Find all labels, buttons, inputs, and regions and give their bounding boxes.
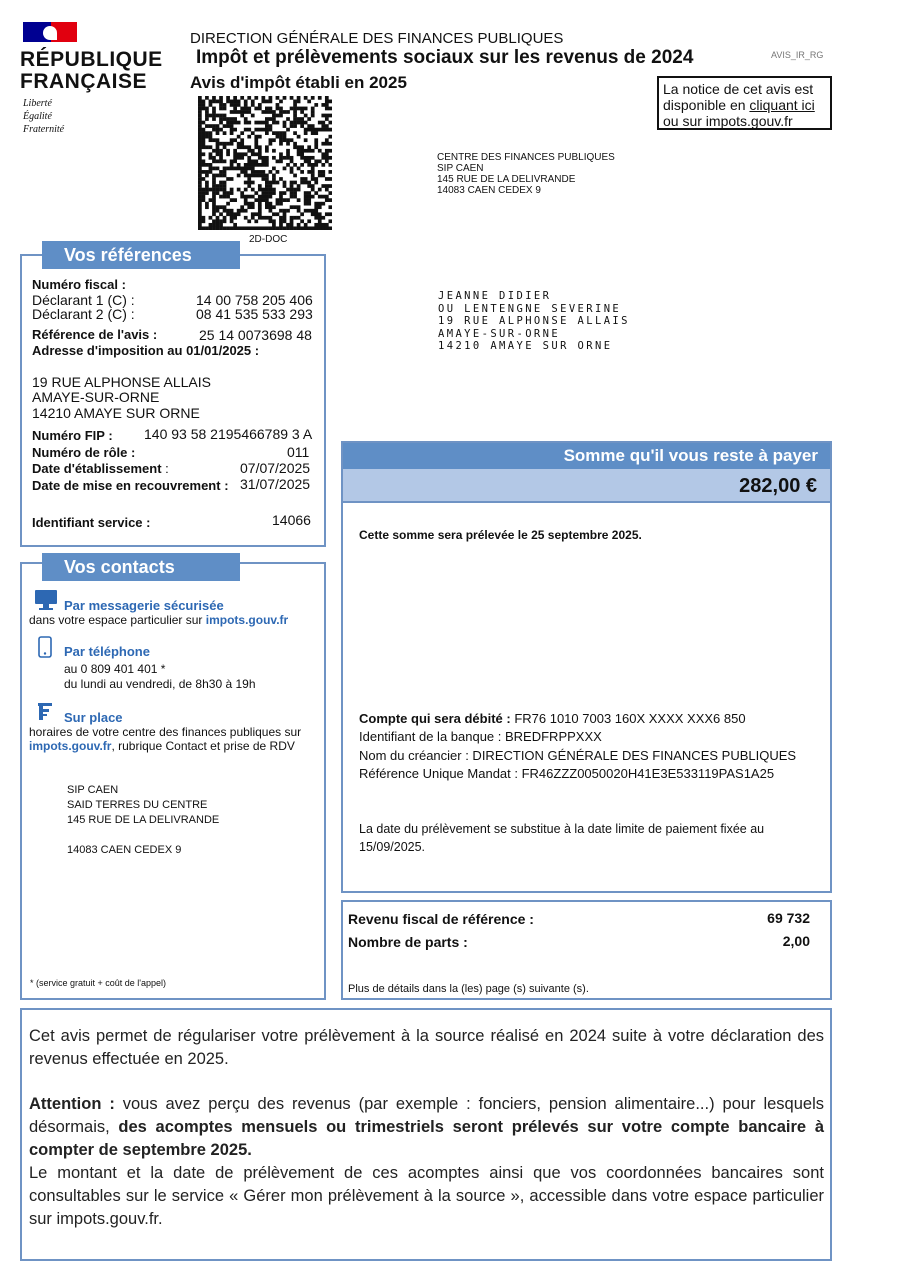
recipient-line: JEANNE DIDIER xyxy=(438,290,552,302)
notice-line1: La notice de cet avis est xyxy=(663,81,814,97)
prelevement-text: Cette somme sera prélevée le 25 septembre 2025. xyxy=(359,528,642,542)
payment-amount: 282,00 € xyxy=(739,475,817,497)
telephone-hours: du lundi au vendredi, de 8h30 à 19h xyxy=(64,677,256,691)
telephone-title: Par téléphone xyxy=(64,644,150,659)
republique-logo xyxy=(20,20,163,138)
payment-title: Somme qu'il vous reste à payer xyxy=(563,446,818,465)
computer-icon xyxy=(33,589,59,611)
notice-line3: ou sur impots.gouv.fr xyxy=(663,113,793,129)
adresse-label: Adresse d'imposition au 01/01/2025 : xyxy=(32,343,260,358)
notice-link[interactable]: cliquant ici xyxy=(749,97,815,113)
sender-line: 14083 CAEN CEDEX 9 xyxy=(437,185,541,196)
page-subtitle: Avis d'impôt établi en 2025 xyxy=(190,73,407,92)
sip-line: SAID TERRES DU CENTRE xyxy=(67,799,208,811)
place-link[interactable]: impots.gouv.fr xyxy=(29,739,112,753)
contacts-footnote: * (service gratuit + coût de l'appel) xyxy=(30,978,167,988)
phone-icon xyxy=(38,636,52,658)
role-value: 011 xyxy=(287,444,310,460)
adresse-line: 14210 AMAYE SUR ORNE xyxy=(32,405,200,421)
recipient-line: OU LENTENGNE SEVERINE xyxy=(438,302,622,315)
adresse-line: 19 RUE ALPHONSE ALLAIS xyxy=(32,374,211,390)
payment-divider xyxy=(343,501,830,503)
logo-motto2: Égalité xyxy=(23,111,52,122)
doc-code: AVIS_IR_RG xyxy=(771,50,824,60)
ref-avis-label: Référence de l'avis : xyxy=(32,327,158,342)
numero-fiscal-label: Numéro fiscal : xyxy=(32,277,126,292)
etablissement-label: Date d'établissement : xyxy=(32,461,169,476)
place-line1: horaires de votre centre des finances publiques sur xyxy=(29,725,302,739)
note-line2: 15/09/2025. xyxy=(359,840,426,854)
declarant1-value: 14 00 758 205 406 xyxy=(196,292,313,308)
place-line2: impots.gouv.fr, rubrique Contact et prise de RDV xyxy=(29,739,295,753)
logo-motto1: Liberté xyxy=(23,98,52,109)
sip-line xyxy=(67,828,219,843)
logo-line1: RÉPUBLIQUE xyxy=(20,48,163,71)
declarant2-value: 08 41 535 533 293 xyxy=(196,306,313,322)
sender-line: SIP CAEN xyxy=(437,163,484,174)
declarant1-label: Déclarant 1 (C) : xyxy=(32,292,135,308)
fip-label: Numéro FIP : xyxy=(32,428,113,443)
rfr-label: Revenu fiscal de référence : xyxy=(348,911,534,927)
info-p1: Cet avis permet de régulariser votre prélèvement à la source réalisé en 2024 suite à votre déclaration des revenus effectuée en 2025. xyxy=(29,1027,824,1068)
info-content xyxy=(29,1025,824,1231)
role-label: Numéro de rôle : xyxy=(32,445,136,460)
messagerie-title: Par messagerie sécurisée xyxy=(64,598,224,613)
contacts-title: Vos contacts xyxy=(42,553,240,581)
page-title: Impôt et prélèvements sociaux sur les revenus de 2024 xyxy=(196,47,694,68)
adresse-line: AMAYE-SUR-ORNE xyxy=(32,389,160,405)
logo-motto3: Fraternité xyxy=(23,124,65,135)
barcode-label: 2D-DOC xyxy=(249,234,288,245)
notice-line2: disponible en cliquant ici xyxy=(663,97,815,113)
building-icon xyxy=(34,700,56,722)
banque-line: Identifiant de la banque : BREDFRPPXXX xyxy=(359,729,602,744)
parts-label: Nombre de parts : xyxy=(348,934,468,950)
references-title: Vos références xyxy=(42,241,240,269)
recipient-address xyxy=(438,290,630,353)
sender-address xyxy=(437,152,615,196)
flag-icon xyxy=(23,22,77,42)
info-p3: Le montant et la date de prélèvement de ces acomptes ainsi que vos coordonnées bancaires sont consultables sur le service « Gérer mon prélèvement à la source », accessible dans votre espace particulier sur impots.gouv.fr. xyxy=(29,1164,824,1228)
sender-line: CENTRE DES FINANCES PUBLIQUES xyxy=(437,152,615,163)
details-text: Plus de détails dans la (les) page (s) suivante (s). xyxy=(348,983,589,995)
messagerie-text: dans votre espace particulier sur impots.gouv.fr xyxy=(29,613,289,627)
sender-line: 145 RUE DE LA DELIVRANDE xyxy=(437,174,576,185)
recipient-line: AMAYE-SUR-ORNE xyxy=(438,327,561,340)
sip-line: 14083 CAEN CEDEX 9 xyxy=(67,844,182,856)
recipient-line: 14210 AMAYE SUR ORNE xyxy=(438,340,613,352)
barcode-2d xyxy=(198,96,332,230)
mandat-line: Référence Unique Mandat : FR46ZZZ0050020H41E3E533119PAS1A25 xyxy=(359,766,775,781)
creancier-line: Nom du créancier : DIRECTION GÉNÉRALE DES FINANCES PUBLIQUES xyxy=(359,748,797,763)
sip-line: 145 RUE DE LA DELIVRANDE xyxy=(67,814,220,826)
recipient-line: 19 RUE ALPHONSE ALLAIS xyxy=(438,315,630,327)
compte-line: Compte qui sera débité : FR76 1010 7003 160X XXXX XXX6 850 xyxy=(359,711,746,726)
ref-avis-value: 25 14 0073698 48 xyxy=(199,327,312,343)
sip-line: SIP CAEN xyxy=(67,784,119,796)
notice-box xyxy=(657,76,832,130)
direction-label: DIRECTION GÉNÉRALE DES FINANCES PUBLIQUES xyxy=(190,30,564,47)
contacts-box xyxy=(20,562,326,1000)
fip-value: 140 93 58 2195466789 3 A xyxy=(144,426,313,442)
sip-address xyxy=(67,783,219,858)
logo-line2: FRANÇAISE xyxy=(20,70,148,93)
messagerie-link[interactable]: impots.gouv.fr xyxy=(205,613,289,627)
telephone-number: au 0 809 401 401 * xyxy=(64,662,166,676)
place-title: Sur place xyxy=(64,710,123,725)
service-label: Identifiant service : xyxy=(32,515,151,530)
declarant2-label: Déclarant 2 (C) : xyxy=(32,306,135,322)
rfr-value: 69 732 xyxy=(767,910,810,926)
service-value: 14066 xyxy=(272,512,311,528)
recouvrement-value: 31/07/2025 xyxy=(240,476,311,492)
info-p2: Attention : vous avez perçu des revenus (par exemple : fonciers, pension alimentaire...) pour lesquels désormais, des acomptes mensuels ou trimestriels seront prélevés sur votre compte bancaire à compter de septembre 2025. xyxy=(29,1095,824,1159)
recouvrement-label: Date de mise en recouvrement : xyxy=(32,478,229,493)
etablissement-value: 07/07/2025 xyxy=(240,460,311,476)
note-line1: La date du prélèvement se substitue à la date limite de paiement fixée au xyxy=(359,822,765,836)
parts-value: 2,00 xyxy=(782,933,810,949)
